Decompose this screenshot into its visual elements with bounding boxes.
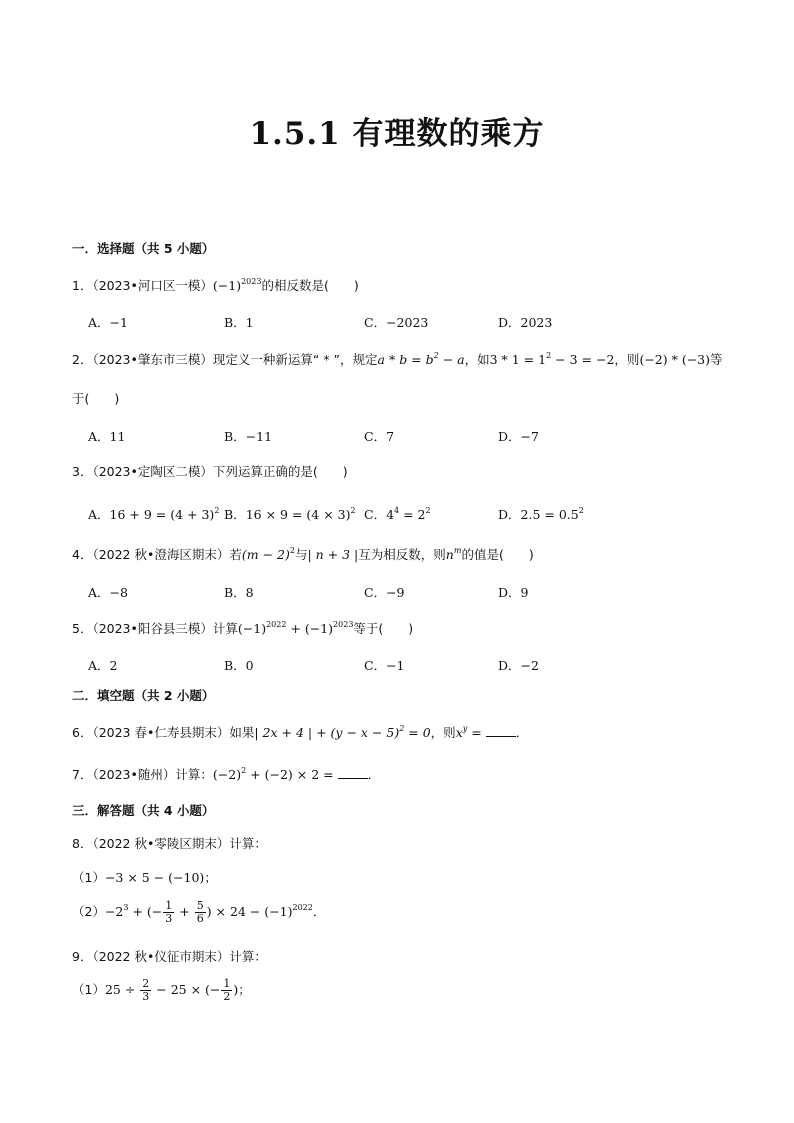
q1-option-d[interactable]: D．2023	[498, 315, 553, 330]
q7-answer-blank[interactable]	[338, 767, 368, 779]
q4-options	[88, 583, 728, 601]
q8-part-2-end: ．	[312, 904, 326, 919]
q4-expr1: $(m - 2)^2$	[241, 546, 295, 562]
q9-part-1	[72, 978, 251, 1003]
q5-option-d[interactable]: D．−2	[498, 658, 539, 673]
question-9: 9．（2022 秋•仪征市期末）计算：	[72, 949, 267, 964]
q7-end: ．	[367, 767, 381, 782]
question-4	[72, 545, 534, 563]
question-2-line2: 于( )	[72, 391, 120, 406]
q4-prefix: 4．（2022 秋•澄海区期末）若	[72, 547, 242, 562]
q6-target: $x^y$ =	[455, 724, 486, 740]
page-title: 1.5.1 有理数的乘方	[249, 116, 545, 152]
q2-option-a[interactable]: A．11	[88, 429, 126, 444]
q7-prefix: 7．（2023•随州）计算：	[72, 767, 213, 782]
q6-end: ．	[515, 725, 529, 740]
q6-prefix: 6．（2023 春•仁寿县期末）如果	[72, 725, 255, 740]
q1-option-c[interactable]: C．−2023	[364, 315, 429, 330]
q4-option-a[interactable]: A．−8	[88, 585, 128, 600]
fraction-2-3: $\frac{2}{3}$	[142, 977, 150, 1003]
q4-option-d[interactable]: D．9	[498, 585, 529, 600]
q4-mid: 与	[294, 547, 308, 562]
q1-option-a[interactable]: A．−1	[88, 315, 128, 330]
q5-option-a[interactable]: A．2	[88, 658, 118, 673]
q5-option-c[interactable]: C．−1	[364, 658, 405, 673]
q4-expr3: $n^m$	[445, 546, 462, 562]
q2-option-d[interactable]: D．−7	[498, 429, 539, 444]
q1-expr: $(-1)^{2023}$	[212, 277, 262, 293]
q3-option-b[interactable]: B．$16 \times 9 = (4 \times 3)^2$	[224, 506, 356, 522]
q8-part-1	[72, 868, 217, 886]
question-1	[72, 276, 359, 294]
q1-suffix: 的相反数是( )	[261, 278, 359, 293]
question-7	[72, 765, 380, 783]
q9-part-1-expr: 25 ÷ $\frac{2}{3}$ − 25 × (− $\frac{1}{2}$ )	[104, 977, 239, 1003]
q5-expr: $(-1)^{2022} + (-1)^{2023}$	[237, 620, 354, 636]
q9-part-1-end: ；	[238, 982, 251, 997]
q8-part-1-label: （1）	[72, 870, 105, 885]
q3-option-d[interactable]: D．$2.5 = 0.5^2$	[498, 506, 584, 522]
q4-option-c[interactable]: C．−9	[364, 585, 405, 600]
q2-target: (−2) * (−3)	[639, 352, 710, 367]
q1-option-b[interactable]: B．1	[224, 315, 254, 330]
q3-option-a[interactable]: A．$16 + 9 = (4 + 3)^2$	[88, 506, 220, 522]
section-heading-choice: 一．选择题（共 5 小题）	[72, 241, 215, 256]
q2-prefix: 2．（2023•肇东市三模）现定义一种新运算“ * ”，规定	[72, 352, 378, 367]
q2-end: 等	[710, 352, 723, 367]
q4-option-b[interactable]: B．8	[224, 585, 254, 600]
q6-expr: | 2x + 4 | + $(y - x - 5)^2 = 0$	[254, 724, 431, 740]
q4-mid2: 互为相反数，则	[358, 547, 446, 562]
q6-mid: ，则	[430, 725, 456, 740]
q7-expr: $(-2)^2 + (-2) \times 2$ =	[212, 766, 338, 782]
question-3: 3．（2023•定陶区二模）下列运算正确的是( )	[72, 464, 348, 479]
q2-rule: $a * b = b^2 - a$	[377, 351, 465, 367]
q1-prefix: 1．（2023•河口区一模）	[72, 278, 213, 293]
q8-part-1-end: ；	[204, 870, 217, 885]
q6-answer-blank[interactable]	[486, 725, 516, 737]
question-2	[72, 350, 723, 368]
section-heading-answer: 三．解答题（共 4 小题）	[72, 803, 215, 818]
question-5	[72, 619, 413, 637]
question-8: 8．（2022 秋•零陵区期末）计算：	[72, 836, 267, 851]
q4-suffix: 的值是( )	[461, 547, 534, 562]
section-heading-fill: 二．填空题（共 2 小题）	[72, 688, 215, 703]
q5-prefix: 5．（2023•阳谷县三模）计算	[72, 621, 238, 636]
q5-option-b[interactable]: B．0	[224, 658, 254, 673]
fraction-1-2: $\frac{1}{2}$	[223, 977, 231, 1003]
q4-expr2: | n + 3 |	[307, 547, 359, 562]
q8-part-2-expr: $-2^3$ + (− $\frac{1}{3}$ + $\frac{5}{6}$ ) × $24 - (-1)^{2022}$	[104, 899, 313, 925]
q2-mid: ，如	[464, 352, 490, 367]
q3-options	[88, 505, 728, 523]
q8-part-2	[72, 900, 325, 925]
q1-options	[88, 313, 728, 331]
question-6	[72, 723, 528, 741]
q5-options	[88, 656, 728, 674]
q2-mid2: ，则	[614, 352, 640, 367]
q9-part-1-label: （1）	[72, 982, 105, 997]
q8-part-2-label: （2）	[72, 904, 105, 919]
q2-option-c[interactable]: C．7	[364, 429, 395, 444]
q3-option-c[interactable]: C．$4^4 = 2^2$	[364, 506, 431, 522]
q8-part-1-expr: −3 × 5 − (−10)	[104, 870, 205, 885]
fraction-1-3: $\frac{1}{3}$	[165, 899, 173, 925]
q2-options	[88, 427, 728, 445]
q5-suffix: 等于( )	[353, 621, 414, 636]
q2-example: $3 * 1 = 1^2 - 3 = -2$	[489, 351, 615, 367]
fraction-5-6: $\frac{5}{6}$	[196, 899, 204, 925]
q2-option-b[interactable]: B．−11	[224, 429, 273, 444]
